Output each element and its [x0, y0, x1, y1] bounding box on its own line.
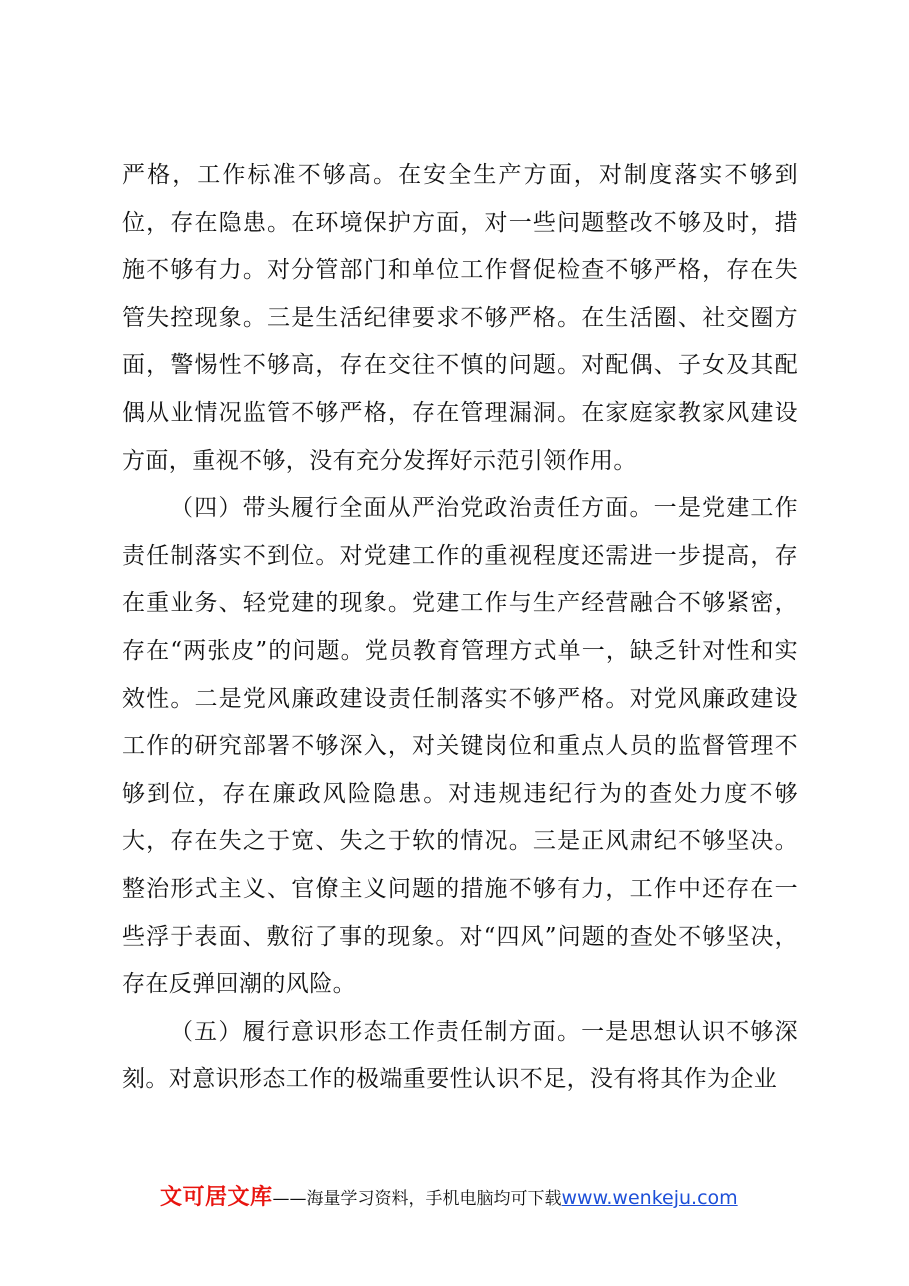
site-link[interactable]: www.wenkeju.com [561, 1187, 738, 1209]
paragraph-2: （四）带头履行全面从严治党政治责任方面。一是党建工作责任制落实不到位。对党建工作的重视程度还需进一步提高，存在重业务、轻党建的现象。党建工作与生产经营融合不够紧密，存在“两张皮”的问题。党员教育管理方式单一，缺乏针对性和实效性。二是党风廉政建设责任制落实不够严格。对党风廉政建设工作的研究部署不够深入，对关键岗位和重点人员的监督管理不够到位，存在廉政风险隐患。对违规违纪行为的查处力度不够大，存在失之于宽、失之于软的情况。三是正风肃纪不够坚决。整治形式主义、官僚主义问题的措施不够有力，工作中还存在一些浮于表面、敷衍了事的现象。对“四风”问题的查处不够坚决，存在反弹回潮的风险。 [122, 495, 798, 998]
watermark-footer [160, 1180, 800, 1214]
footer-tagline: ——海量学习资料，手机电脑均可下载 [272, 1189, 562, 1209]
document-body [122, 152, 798, 1104]
paragraph-3: （五）履行意识形态工作责任制方面。一是思想认识不够深刻。对意识形态工作的极端重要性认识不足，没有将其作为企业 [122, 1018, 798, 1093]
brand-name: 文可居文库 [160, 1185, 273, 1210]
paragraph-1: 严格，工作标准不够高。在安全生产方面，对制度落实不够到位，存在隐患。在环境保护方面，对一些问题整改不够及时，措施不够有力。对分管部门和单位工作督促检查不够严格，存在失管失控现象。三是生活纪律要求不够严格。在生活圈、社交圈方面，警惕性不够高，存在交往不慎的问题。对配偶、子女及其配偶从业情况监管不够严格，存在管理漏洞。在家庭家教家风建设方面，重视不够，没有充分发挥好示范引领作用。 [122, 162, 798, 474]
